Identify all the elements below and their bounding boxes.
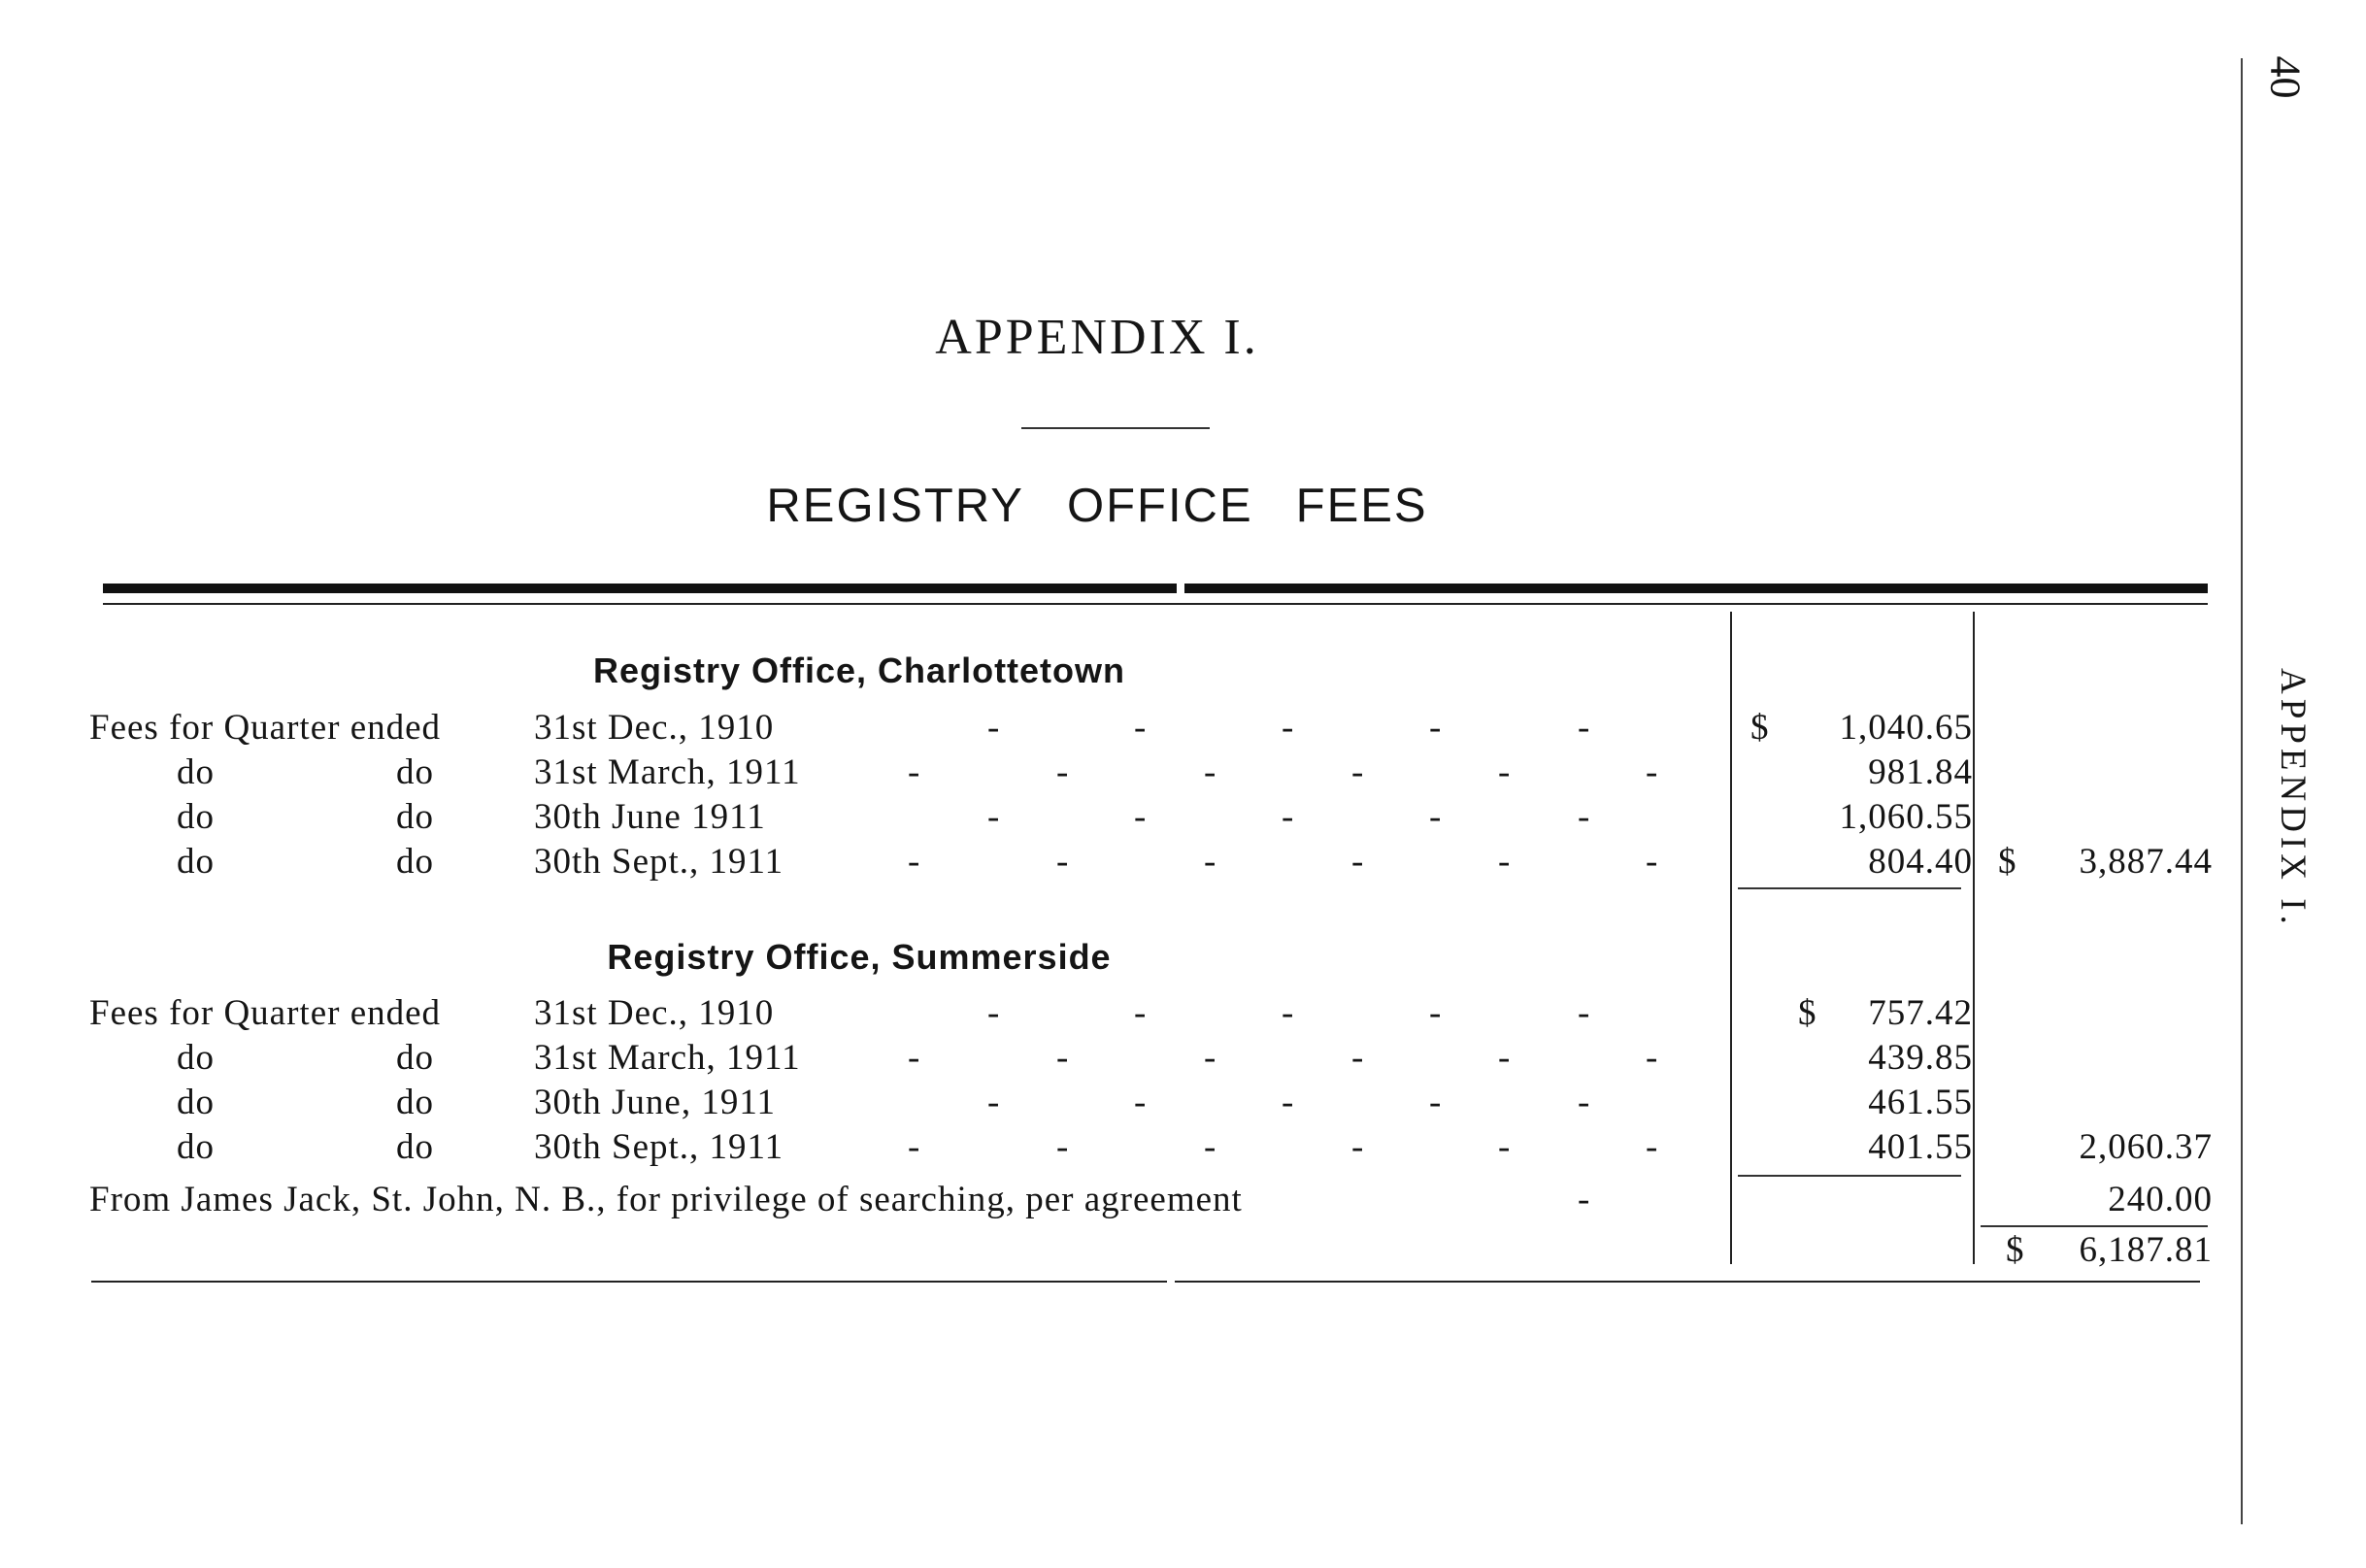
leader-dash: - <box>1429 708 1442 748</box>
leader-dash: - <box>987 993 1000 1033</box>
leader-dash: - <box>1498 1127 1511 1167</box>
leader-dash: - <box>1646 1127 1658 1167</box>
leader-dash: - <box>908 752 920 792</box>
row-amount: 439.85 <box>1868 1038 1973 1078</box>
leader-dash: - <box>1578 708 1590 748</box>
leader-dash: - <box>1056 752 1069 792</box>
dollar-sign: $ <box>1798 993 1817 1033</box>
leader-dash: - <box>1498 1038 1511 1078</box>
row-amount: 804.40 <box>1868 842 1973 882</box>
title-divider <box>1021 427 1210 429</box>
leader-dash: - <box>1646 1038 1658 1078</box>
table-top-rule <box>1184 584 2208 593</box>
row-amount: 401.55 <box>1868 1127 1973 1167</box>
dollar-sign: $ <box>1750 708 1770 748</box>
row-label: do <box>396 752 434 792</box>
leader-dash: - <box>987 1083 1000 1122</box>
row-date: 30th June, 1911 <box>534 1083 776 1122</box>
row-date: 30th Sept., 1911 <box>534 842 784 882</box>
leader-dash: - <box>1282 1083 1294 1122</box>
row-label: From James Jack, St. John, N. B., for privilege of searching, per agreement <box>89 1180 1243 1219</box>
leader-dash: - <box>1134 993 1147 1033</box>
leader-dash: - <box>1429 993 1442 1033</box>
section-total: 3,887.44 <box>2079 842 2213 882</box>
section-total: 2,060.37 <box>2079 1127 2213 1167</box>
row-label: do <box>177 1083 215 1122</box>
leader-dash: - <box>987 708 1000 748</box>
leader-dash: - <box>1056 842 1069 882</box>
row-label: do <box>396 797 434 837</box>
row-label: do <box>177 1127 215 1167</box>
row-label: do <box>177 842 215 882</box>
row-amount: 1,040.65 <box>1839 708 1973 748</box>
row-label: do <box>396 1127 434 1167</box>
total-rule <box>1981 1225 2208 1227</box>
leader-dash: - <box>1134 1083 1147 1122</box>
page-number: 40 <box>2261 55 2310 99</box>
row-date: 30th June 1911 <box>534 797 766 837</box>
table-top-rule <box>103 584 1177 593</box>
leader-dash: - <box>1578 993 1590 1033</box>
table-top-thin-rule <box>103 603 2208 605</box>
row-date: 31st Dec., 1910 <box>534 993 775 1033</box>
leader-dash: - <box>1646 752 1658 792</box>
leader-dash: - <box>1134 797 1147 837</box>
subtitle-word: FEES <box>1295 480 1428 532</box>
dollar-sign: $ <box>1998 842 2017 882</box>
leader-dash: - <box>1429 797 1442 837</box>
row-label: do <box>177 1038 215 1078</box>
document-subtitle <box>0 479 2194 533</box>
row-amount: 757.42 <box>1868 993 1973 1033</box>
row-label: Fees for Quarter ended <box>89 708 442 748</box>
table-bottom-rule <box>1175 1281 2200 1283</box>
row-date: 30th Sept., 1911 <box>534 1127 784 1167</box>
leader-dash: - <box>1204 1127 1216 1167</box>
leader-dash: - <box>1204 842 1216 882</box>
row-date: 31st March, 1911 <box>534 752 801 792</box>
leader-dash: - <box>1282 993 1294 1033</box>
column-divider <box>1730 612 1732 1264</box>
leader-dash: - <box>1282 708 1294 748</box>
running-side-header: APPENDIX I. <box>2273 668 2313 929</box>
page-edge-rule <box>2241 58 2243 1524</box>
leader-dash: - <box>1351 1038 1364 1078</box>
leader-dash: - <box>1204 1038 1216 1078</box>
leader-dash: - <box>1646 842 1658 882</box>
leader-dash: - <box>987 797 1000 837</box>
leader-dash: - <box>1351 752 1364 792</box>
leader-dash: - <box>1578 1180 1590 1219</box>
section-heading-summerside: Registry Office, Summerside <box>607 937 1112 977</box>
subtotal-rule <box>1738 887 1961 889</box>
row-amount: 461.55 <box>1868 1083 1973 1122</box>
row-label: Fees for Quarter ended <box>89 993 442 1033</box>
leader-dash: - <box>1351 1127 1364 1167</box>
receipt-amount: 240.00 <box>2108 1180 2213 1219</box>
leader-dash: - <box>1056 1038 1069 1078</box>
leader-dash: - <box>1351 842 1364 882</box>
column-divider <box>1973 612 1975 1264</box>
row-label: do <box>396 1038 434 1078</box>
section-heading-charlottetown: Registry Office, Charlottetown <box>592 651 1126 690</box>
row-date: 31st Dec., 1910 <box>534 708 775 748</box>
leader-dash: - <box>908 1038 920 1078</box>
row-label: do <box>396 842 434 882</box>
leader-dash: - <box>1429 1083 1442 1122</box>
appendix-title: APPENDIX I. <box>935 310 1259 365</box>
row-label: do <box>396 1083 434 1122</box>
leader-dash: - <box>1578 1083 1590 1122</box>
subtitle-word: REGISTRY <box>766 480 1024 532</box>
dollar-sign: $ <box>2006 1230 2025 1270</box>
table-bottom-rule <box>91 1281 1167 1283</box>
leader-dash: - <box>1498 752 1511 792</box>
leader-dash: - <box>1578 797 1590 837</box>
row-date: 31st March, 1911 <box>534 1038 801 1078</box>
leader-dash: - <box>1498 842 1511 882</box>
grand-total: 6,187.81 <box>2079 1230 2213 1270</box>
leader-dash: - <box>1282 797 1294 837</box>
leader-dash: - <box>1204 752 1216 792</box>
row-label: do <box>177 752 215 792</box>
leader-dash: - <box>1134 708 1147 748</box>
leader-dash: - <box>1056 1127 1069 1167</box>
leader-dash: - <box>908 842 920 882</box>
row-amount: 981.84 <box>1868 752 1973 792</box>
subtitle-word: OFFICE <box>1066 480 1253 532</box>
row-amount: 1,060.55 <box>1839 797 1973 837</box>
leader-dash: - <box>908 1127 920 1167</box>
row-label: do <box>177 797 215 837</box>
subtotal-rule <box>1738 1175 1961 1177</box>
